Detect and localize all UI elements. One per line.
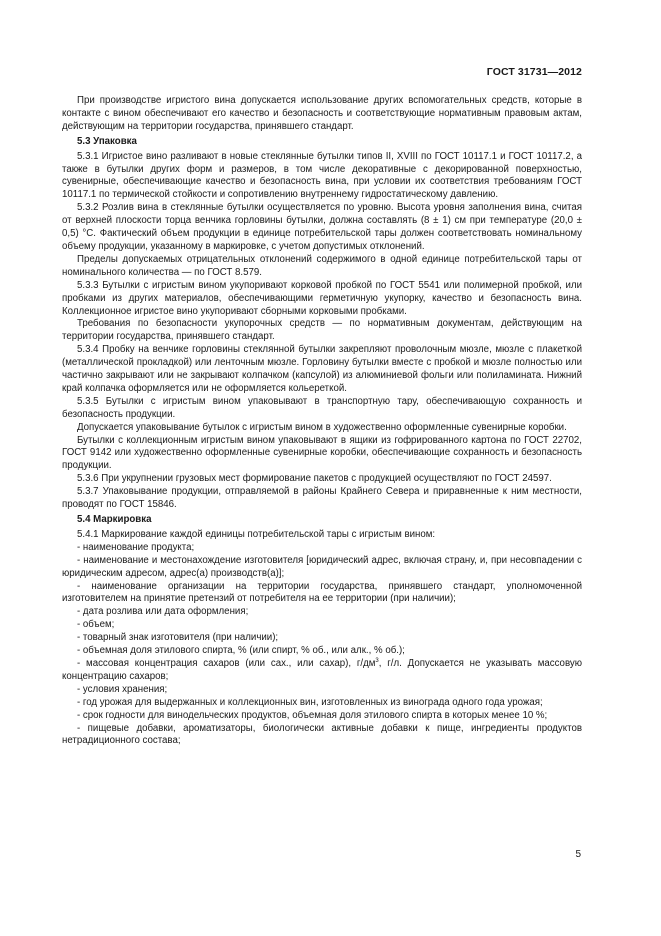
list-item: - дата розлива или дата оформления;: [77, 606, 249, 618]
list-item: - наименование организации на территории государства, принявшего стандарт, уполномоченной изготовителем на принятие претензий от потребителя на ее территории (при наличии);: [62, 580, 582, 605]
list-item: - объем;: [77, 619, 115, 631]
paragraph: Пределы допускаемых отрицательных отклонений содержимого в одной единице потребительской тары от номинального количества — по ГОСТ 8.579.: [62, 253, 582, 278]
list-item: - наименование и местонахождение изготовителя [юридический адрес, включая страну, и, при несовпадении с юридическим адресом, адрес(а) производств(а)];: [62, 554, 582, 579]
paragraph-5-3-1: 5.3.1 Игристое вино разливают в новые стеклянные бутылки типов II, XVIII по ГОСТ 10117.1 и ГОСТ 10117.2, а также в бутылки других форм и размеров, в том числе декоративные с декорированной поверхностью, сувенирные, обеспечивающие качество и безопасность вина, при условии их соответствия требованиям ГОСТ 10117.1 по термической стойкости и сопротивлению внутреннему гидростатическому давлению.: [62, 150, 582, 201]
superscript: 3: [375, 657, 379, 664]
paragraph-5-3-4: 5.3.4 Пробку на венчике горловины стеклянной бутылки закрепляют проволочным мюзле, мюзле с плакеткой (металлической прокладкой) или ленточным мюзле. Горловину бутылки вместе с пробкой и мюзле полностью или частично закрывают или не закрывают колпачком (капсулой) из алюминиевой фольги или полиламината. Нижний край колпачка оформляется или не оформляется кольереткой.: [62, 344, 582, 394]
section-heading-packaging: 5.3 Упаковка: [77, 135, 137, 147]
document-code-header: ГОСТ 31731—2012: [486, 66, 582, 78]
list-item: - товарный знак изготовителя (при наличии);: [77, 632, 279, 644]
paragraph-5-4-1: 5.4.1 Маркирование каждой единицы потребительской тары с игристым вином:: [77, 528, 436, 540]
list-item: - наименование продукта;: [77, 541, 195, 553]
list-item: - год урожая для выдержанных и коллекционных вин, изготовленных из винограда одного года урожая;: [77, 696, 543, 708]
list-item: [62, 658, 582, 684]
paragraph: Бутылки с коллекционным игристым вином упаковывают в ящики из гофрированного картона по ГОСТ 22702, ГОСТ 9142 или художественно оформленные сувенирные коробки, обеспечивающие сохранность и безопасность продукции.: [62, 434, 582, 472]
paragraph-5-3-2: 5.3.2 Розлив вина в стеклянные бутылки осуществляется по уровню. Высота уровня заполнения вина, считая от верхней плоскости торца венчика горловины бутылки, должна составлять (8 ± 1) см при температуре (20,0 ± 0,5) °С. Фактический объем продукции в единице потребительской тары должен соответствовать номинальному объему продукции, указанному в маркировке, с учетом допустимых отклонений.: [62, 202, 582, 252]
paragraph-5-3-5: 5.3.5 Бутылки с игристым вином упаковывают в транспортную тару, обеспечивающую сохранность и безопасность продукции.: [62, 395, 582, 420]
paragraph: Требования по безопасности укупорочных средств — по нормативным документам, действующим на территории государства, принявшего стандарт.: [62, 318, 582, 343]
page-number: 5: [575, 849, 581, 860]
paragraph-5-3-3: 5.3.3 Бутылки с игристым вином укупоривают корковой пробкой по ГОСТ 5541 или полимерной пробкой, или пробками из других материалов, обеспечивающими герметичную укупорку, качество и безопасность вина. Коллекционное игристое вино укупоривают сборными корковыми пробками.: [62, 279, 582, 317]
list-item: - условия хранения;: [77, 683, 168, 695]
document-body: [62, 95, 582, 748]
list-item-text: , г/л. Допускается не указывать массовую концентрацию сахаров;: [62, 657, 582, 682]
paragraph: Допускается упаковывание бутылок с игристым вином в художественно оформленные сувенирные коробки.: [77, 421, 567, 433]
paragraph-5-3-6: 5.3.6 При укрупнении грузовых мест формирование пакетов с продукцией осуществляют по ГОСТ 24597.: [77, 473, 552, 485]
list-item: - пищевые добавки, ароматизаторы, биологически активные добавки к пище, ингредиенты продуктов нетрадиционного состава;: [62, 722, 582, 747]
list-item: - срок годности для винодельческих продуктов, объемная доля этилового спирта в которых менее 10 %;: [77, 709, 548, 721]
paragraph: При производстве игристого вина допускается использование других вспомогательных средств, которые в контакте с вином обеспечивают его качество и безопасность и соответствующие нормативным правовым актам, действующим на территории государства, принявшего стандарт.: [62, 95, 582, 132]
section-heading-marking: 5.4 Маркировка: [77, 514, 152, 525]
paragraph-5-3-7: 5.3.7 Упаковывание продукции, отправляемой в районы Крайнего Севера и приравненные к ним местности, проводят по ГОСТ 15846.: [62, 486, 582, 511]
list-item-text: - массовая концентрация сахаров (или сах., или сахар), г/дм: [77, 657, 376, 669]
list-item: - объемная доля этилового спирта, % (или спирт, % об., или алк., % об.);: [77, 645, 405, 657]
